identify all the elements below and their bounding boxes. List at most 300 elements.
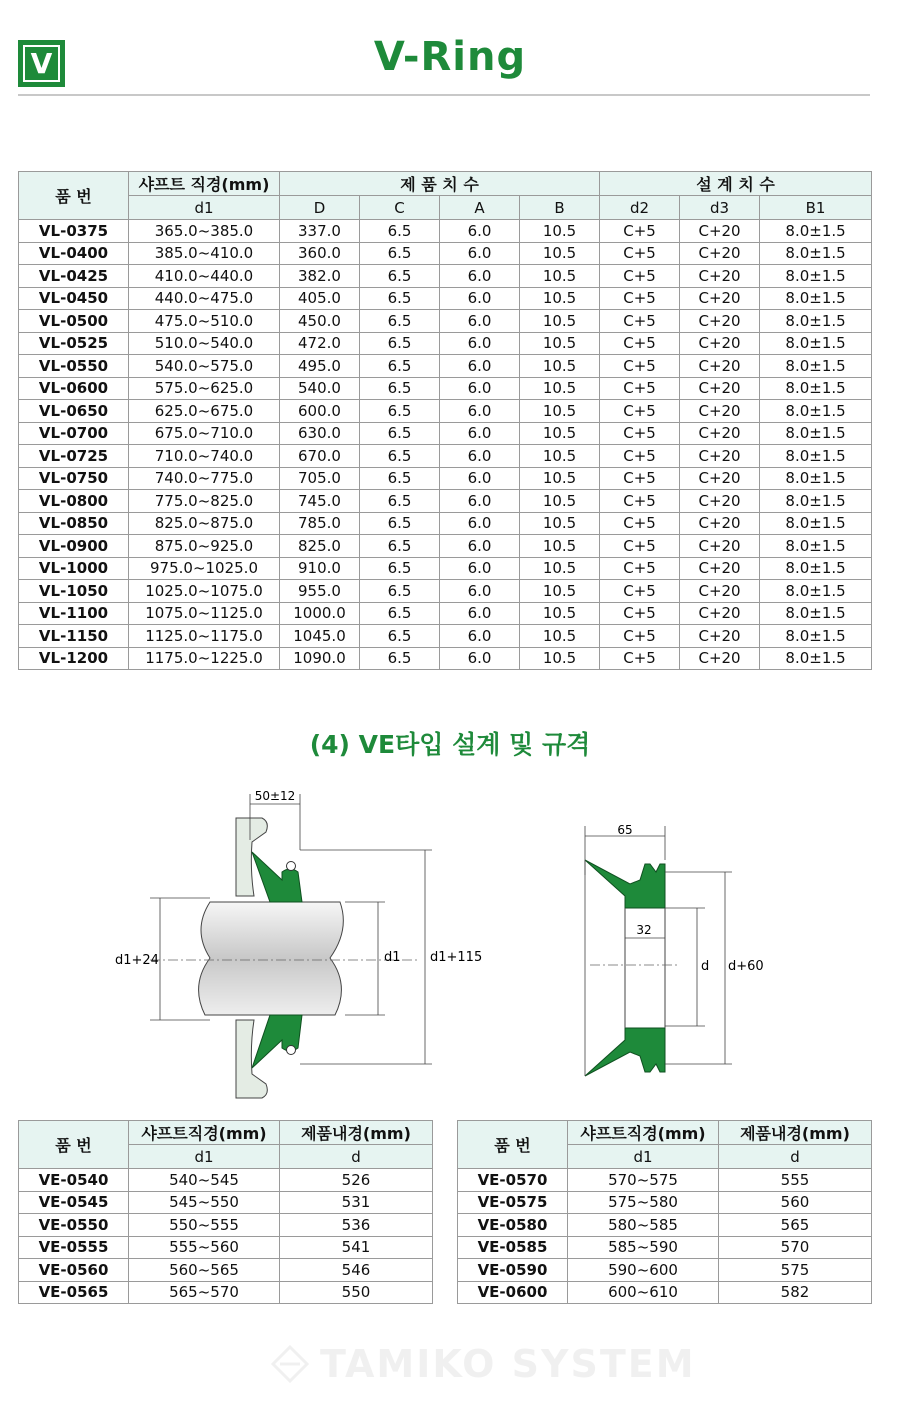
value-cell: 6.5 [360,310,440,333]
value-cell: 6.5 [360,265,440,288]
value-cell: C+20 [680,377,760,400]
value-cell: 600~610 [568,1281,719,1304]
value-cell: 910.0 [280,557,360,580]
value-cell: 575 [719,1259,872,1282]
ve-left-sub-d: d [280,1145,433,1169]
value-cell: 6.0 [440,580,520,603]
part-number-cell: VL-0375 [19,220,129,243]
part-number-cell: VL-0850 [19,512,129,535]
vl-row [19,287,872,310]
ve-left-row [19,1169,433,1192]
part-number-cell: VE-0550 [19,1214,129,1237]
value-cell: 8.0±1.5 [760,625,872,648]
vl-row [19,625,872,648]
value-cell: 8.0±1.5 [760,265,872,288]
value-cell: 10.5 [520,310,600,333]
subheader-B1: B1 [760,196,872,220]
value-cell: 8.0±1.5 [760,242,872,265]
vl-row [19,490,872,513]
value-cell: 6.5 [360,490,440,513]
value-cell: C+5 [600,580,680,603]
value-cell: 1125.0~1175.0 [129,625,280,648]
value-cell: C+5 [600,242,680,265]
value-cell: 10.5 [520,467,600,490]
vl-row [19,400,872,423]
value-cell: 6.0 [440,490,520,513]
value-cell: C+5 [600,377,680,400]
value-cell: C+20 [680,242,760,265]
value-cell: 541 [280,1236,433,1259]
value-cell: 1025.0~1075.0 [129,580,280,603]
vl-row [19,355,872,378]
part-number-cell: VL-1200 [19,647,129,670]
part-number-cell: VE-0575 [458,1191,568,1214]
value-cell: 630.0 [280,422,360,445]
ve-left-row [19,1236,433,1259]
value-cell: C+20 [680,467,760,490]
vl-row [19,467,872,490]
value-cell: 590~600 [568,1259,719,1282]
value-cell: 570~575 [568,1169,719,1192]
value-cell: 6.0 [440,445,520,468]
part-number-cell: VL-0525 [19,332,129,355]
part-number-cell: VE-0540 [19,1169,129,1192]
value-cell: C+20 [680,422,760,445]
part-number-cell: VE-0585 [458,1236,568,1259]
ve-right-sub-d: d [719,1145,872,1169]
value-cell: 8.0±1.5 [760,490,872,513]
dim-d1-24-label: d1+24 [115,953,159,968]
value-cell: 360.0 [280,242,360,265]
subheader-A: A [440,196,520,220]
ve-right-row [458,1236,872,1259]
ve-diagram [0,780,900,1100]
value-cell: 670.0 [280,445,360,468]
value-cell: C+5 [600,355,680,378]
dim-d-label: d [701,959,710,974]
ring-bottom [585,1028,665,1076]
value-cell: 6.0 [440,535,520,558]
value-cell: 1175.0~1225.0 [129,647,280,670]
value-cell: 8.0±1.5 [760,422,872,445]
value-cell: C+5 [600,445,680,468]
ve-right-sub-d1: d1 [568,1145,719,1169]
vl-row [19,422,872,445]
value-cell: 6.0 [440,242,520,265]
value-cell: 472.0 [280,332,360,355]
value-cell: C+5 [600,220,680,243]
value-cell: 550~555 [129,1214,280,1237]
value-cell: 405.0 [280,287,360,310]
part-number-cell: VL-1100 [19,602,129,625]
value-cell: 6.5 [360,535,440,558]
value-cell: 6.5 [360,647,440,670]
ve-spec-table-right [457,1120,872,1304]
ve-left-row [19,1281,433,1304]
ve-left-row [19,1214,433,1237]
vl-row [19,242,872,265]
dim-d1-label: d1 [384,950,401,965]
vl-row [19,535,872,558]
vl-row [19,265,872,288]
subheader-d1: d1 [129,196,280,220]
ve-right-header-part: 품 번 [458,1121,568,1169]
value-cell: 6.0 [440,220,520,243]
value-cell: 10.5 [520,647,600,670]
value-cell: 6.0 [440,602,520,625]
value-cell: 10.5 [520,287,600,310]
value-cell: C+20 [680,310,760,333]
value-cell: 6.5 [360,220,440,243]
value-cell: 560 [719,1191,872,1214]
seal-spring-top [287,862,296,871]
value-cell: 6.5 [360,287,440,310]
value-cell: 6.5 [360,377,440,400]
value-cell: 475.0~510.0 [129,310,280,333]
value-cell: C+20 [680,355,760,378]
value-cell: 8.0±1.5 [760,220,872,243]
subheader-d2: d2 [600,196,680,220]
value-cell: 450.0 [280,310,360,333]
value-cell: 540.0 [280,377,360,400]
part-number-cell: VL-0800 [19,490,129,513]
value-cell: C+5 [600,287,680,310]
vl-row [19,580,872,603]
value-cell: 6.5 [360,400,440,423]
vl-row [19,647,872,670]
value-cell: C+5 [600,422,680,445]
value-cell: 1075.0~1125.0 [129,602,280,625]
value-cell: 875.0~925.0 [129,535,280,558]
value-cell: 8.0±1.5 [760,602,872,625]
vl-row [19,310,872,333]
value-cell: 6.0 [440,332,520,355]
value-cell: C+5 [600,647,680,670]
ve-left-header-shaft: 샤프트직경(mm) [129,1121,280,1145]
value-cell: 6.0 [440,265,520,288]
value-cell: 582 [719,1281,872,1304]
value-cell: 440.0~475.0 [129,287,280,310]
value-cell: C+20 [680,647,760,670]
value-cell: C+5 [600,400,680,423]
value-cell: C+5 [600,557,680,580]
value-cell: 10.5 [520,265,600,288]
value-cell: 580~585 [568,1214,719,1237]
value-cell: C+20 [680,332,760,355]
value-cell: 6.0 [440,287,520,310]
value-cell: 6.0 [440,377,520,400]
value-cell: 510.0~540.0 [129,332,280,355]
value-cell: 6.5 [360,580,440,603]
value-cell: C+5 [600,625,680,648]
ve-right-header-shaft: 샤프트직경(mm) [568,1121,719,1145]
value-cell: 6.5 [360,332,440,355]
dim-gap-label: 50±12 [254,789,296,803]
value-cell: 1090.0 [280,647,360,670]
value-cell: 575~580 [568,1191,719,1214]
value-cell: 385.0~410.0 [129,242,280,265]
value-cell: 8.0±1.5 [760,445,872,468]
value-cell: 825.0~875.0 [129,512,280,535]
value-cell: C+5 [600,265,680,288]
value-cell: 555 [719,1169,872,1192]
value-cell: 540~545 [129,1169,280,1192]
value-cell: 10.5 [520,490,600,513]
value-cell: 10.5 [520,422,600,445]
value-cell: C+20 [680,580,760,603]
value-cell: 705.0 [280,467,360,490]
value-cell: C+5 [600,602,680,625]
ring-top [585,860,665,908]
value-cell: 745.0 [280,490,360,513]
value-cell: 10.5 [520,557,600,580]
part-number-cell: VL-0900 [19,535,129,558]
part-number-cell: VL-0725 [19,445,129,468]
value-cell: 10.5 [520,242,600,265]
value-cell: 8.0±1.5 [760,647,872,670]
value-cell: C+20 [680,400,760,423]
value-cell: 10.5 [520,625,600,648]
vl-row [19,512,872,535]
subheader-D: D [280,196,360,220]
vl-row [19,557,872,580]
seal-spring-bottom [287,1046,296,1055]
value-cell: 8.0±1.5 [760,400,872,423]
value-cell: C+5 [600,490,680,513]
value-cell: 675.0~710.0 [129,422,280,445]
value-cell: 955.0 [280,580,360,603]
value-cell: 8.0±1.5 [760,557,872,580]
ve-right-row [458,1214,872,1237]
value-cell: 8.0±1.5 [760,287,872,310]
value-cell: 6.5 [360,512,440,535]
part-number-cell: VL-0750 [19,467,129,490]
ve-left-row [19,1259,433,1282]
ve-right-row [458,1281,872,1304]
value-cell: 531 [280,1191,433,1214]
part-number-cell: VL-0550 [19,355,129,378]
value-cell: 975.0~1025.0 [129,557,280,580]
value-cell: 6.0 [440,467,520,490]
dim-d1-115-label: d1+115 [430,950,483,965]
value-cell: 526 [280,1169,433,1192]
value-cell: 710.0~740.0 [129,445,280,468]
value-cell: 585~590 [568,1236,719,1259]
value-cell: 10.5 [520,445,600,468]
value-cell: 6.5 [360,602,440,625]
watermark-logo-icon [270,1344,310,1384]
value-cell: 565~570 [129,1281,280,1304]
part-number-cell: VL-1050 [19,580,129,603]
value-cell: 1000.0 [280,602,360,625]
part-number-cell: VL-1150 [19,625,129,648]
ve-spec-table-left [18,1120,433,1304]
value-cell: 8.0±1.5 [760,355,872,378]
value-cell: 536 [280,1214,433,1237]
part-number-cell: VL-0500 [19,310,129,333]
value-cell: 6.0 [440,400,520,423]
page-title: V-Ring [373,34,527,80]
housing-bottom [236,1020,267,1098]
value-cell: 410.0~440.0 [129,265,280,288]
shaft [199,902,344,1015]
value-cell: 6.0 [440,512,520,535]
value-cell: 8.0±1.5 [760,332,872,355]
part-number-cell: VL-1000 [19,557,129,580]
right-diagram [585,823,764,1076]
vl-row [19,445,872,468]
header-design-dims: 설 계 치 수 [600,172,872,196]
seal-top [252,852,302,902]
part-number-cell: VL-0450 [19,287,129,310]
value-cell: 6.5 [360,557,440,580]
part-number-cell: VE-0580 [458,1214,568,1237]
header-product-dims: 제 품 치 수 [280,172,600,196]
value-cell: 10.5 [520,580,600,603]
value-cell: 6.0 [440,355,520,378]
value-cell: 540.0~575.0 [129,355,280,378]
part-number-cell: VL-0650 [19,400,129,423]
value-cell: 625.0~675.0 [129,400,280,423]
value-cell: 10.5 [520,220,600,243]
value-cell: C+20 [680,490,760,513]
value-cell: 337.0 [280,220,360,243]
vl-row [19,220,872,243]
value-cell: C+5 [600,332,680,355]
part-number-cell: VE-0600 [458,1281,568,1304]
value-cell: C+5 [600,535,680,558]
part-number-cell: VE-0545 [19,1191,129,1214]
value-cell: C+5 [600,467,680,490]
dim-d60-label: d+60 [728,959,764,974]
value-cell: 10.5 [520,535,600,558]
value-cell: 560~565 [129,1259,280,1282]
value-cell: 555~560 [129,1236,280,1259]
value-cell: 6.5 [360,625,440,648]
part-number-cell: VL-0600 [19,377,129,400]
value-cell: C+5 [600,310,680,333]
part-number-cell: VE-0590 [458,1259,568,1282]
seal-bottom [252,1015,302,1068]
value-cell: 495.0 [280,355,360,378]
subheader-C: C [360,196,440,220]
value-cell: 10.5 [520,512,600,535]
value-cell: 8.0±1.5 [760,377,872,400]
part-number-cell: VE-0560 [19,1259,129,1282]
value-cell: 775.0~825.0 [129,490,280,513]
value-cell: 8.0±1.5 [760,535,872,558]
part-number-cell: VE-0555 [19,1236,129,1259]
value-cell: C+20 [680,625,760,648]
value-cell: 8.0±1.5 [760,467,872,490]
value-cell: 546 [280,1259,433,1282]
value-cell: 740.0~775.0 [129,467,280,490]
header-part-no: 품 번 [19,172,129,220]
value-cell: 825.0 [280,535,360,558]
section-title: (4) VE타입 설계 및 규격 [309,730,591,759]
ve-right-row [458,1259,872,1282]
value-cell: 10.5 [520,400,600,423]
value-cell: 8.0±1.5 [760,580,872,603]
watermark [270,1342,696,1386]
header-shaft-diameter: 샤프트 직경(mm) [129,172,280,196]
part-number-cell: VL-0425 [19,265,129,288]
value-cell: C+20 [680,512,760,535]
value-cell: C+20 [680,557,760,580]
value-cell: 6.5 [360,422,440,445]
vl-row [19,602,872,625]
value-cell: C+5 [600,512,680,535]
value-cell: 6.0 [440,625,520,648]
value-cell: C+20 [680,220,760,243]
value-cell: 365.0~385.0 [129,220,280,243]
value-cell: 785.0 [280,512,360,535]
ve-right-row [458,1169,872,1192]
part-number-cell: VL-0700 [19,422,129,445]
ve-left-row [19,1191,433,1214]
dim-32-label: 32 [636,923,652,937]
value-cell: 10.5 [520,602,600,625]
value-cell: 6.5 [360,242,440,265]
subheader-d3: d3 [680,196,760,220]
value-cell: 6.0 [440,557,520,580]
ve-left-header-part: 품 번 [19,1121,129,1169]
ve-right-row [458,1191,872,1214]
value-cell: 575.0~625.0 [129,377,280,400]
value-cell: C+20 [680,287,760,310]
value-cell: 6.0 [440,422,520,445]
value-cell: 10.5 [520,332,600,355]
value-cell: 565 [719,1214,872,1237]
logo-letter: V [23,45,60,82]
value-cell: 570 [719,1236,872,1259]
value-cell: 600.0 [280,400,360,423]
value-cell: 6.0 [440,310,520,333]
value-cell: C+20 [680,265,760,288]
value-cell: C+20 [680,445,760,468]
subheader-B: B [520,196,600,220]
value-cell: 10.5 [520,355,600,378]
part-number-cell: VE-0565 [19,1281,129,1304]
value-cell: 6.5 [360,445,440,468]
ve-left-sub-d1: d1 [129,1145,280,1169]
value-cell: 6.5 [360,467,440,490]
part-number-cell: VL-0400 [19,242,129,265]
housing-top [236,818,267,896]
value-cell: 6.5 [360,355,440,378]
value-cell: 6.0 [440,647,520,670]
value-cell: C+20 [680,602,760,625]
left-diagram [115,789,482,1098]
value-cell: 550 [280,1281,433,1304]
vl-row [19,332,872,355]
ve-right-header-inner: 제품내경(mm) [719,1121,872,1145]
vl-row [19,377,872,400]
value-cell: 382.0 [280,265,360,288]
value-cell: 1045.0 [280,625,360,648]
dim-65-label: 65 [617,823,633,837]
watermark-text: TAMIKO SYSTEM [320,1342,696,1386]
value-cell: 8.0±1.5 [760,310,872,333]
title-divider [18,94,870,96]
part-number-cell: VE-0570 [458,1169,568,1192]
value-cell: 10.5 [520,377,600,400]
value-cell: 545~550 [129,1191,280,1214]
vl-spec-table [18,171,872,670]
value-cell: C+20 [680,535,760,558]
ve-left-header-inner: 제품내경(mm) [280,1121,433,1145]
value-cell: 8.0±1.5 [760,512,872,535]
